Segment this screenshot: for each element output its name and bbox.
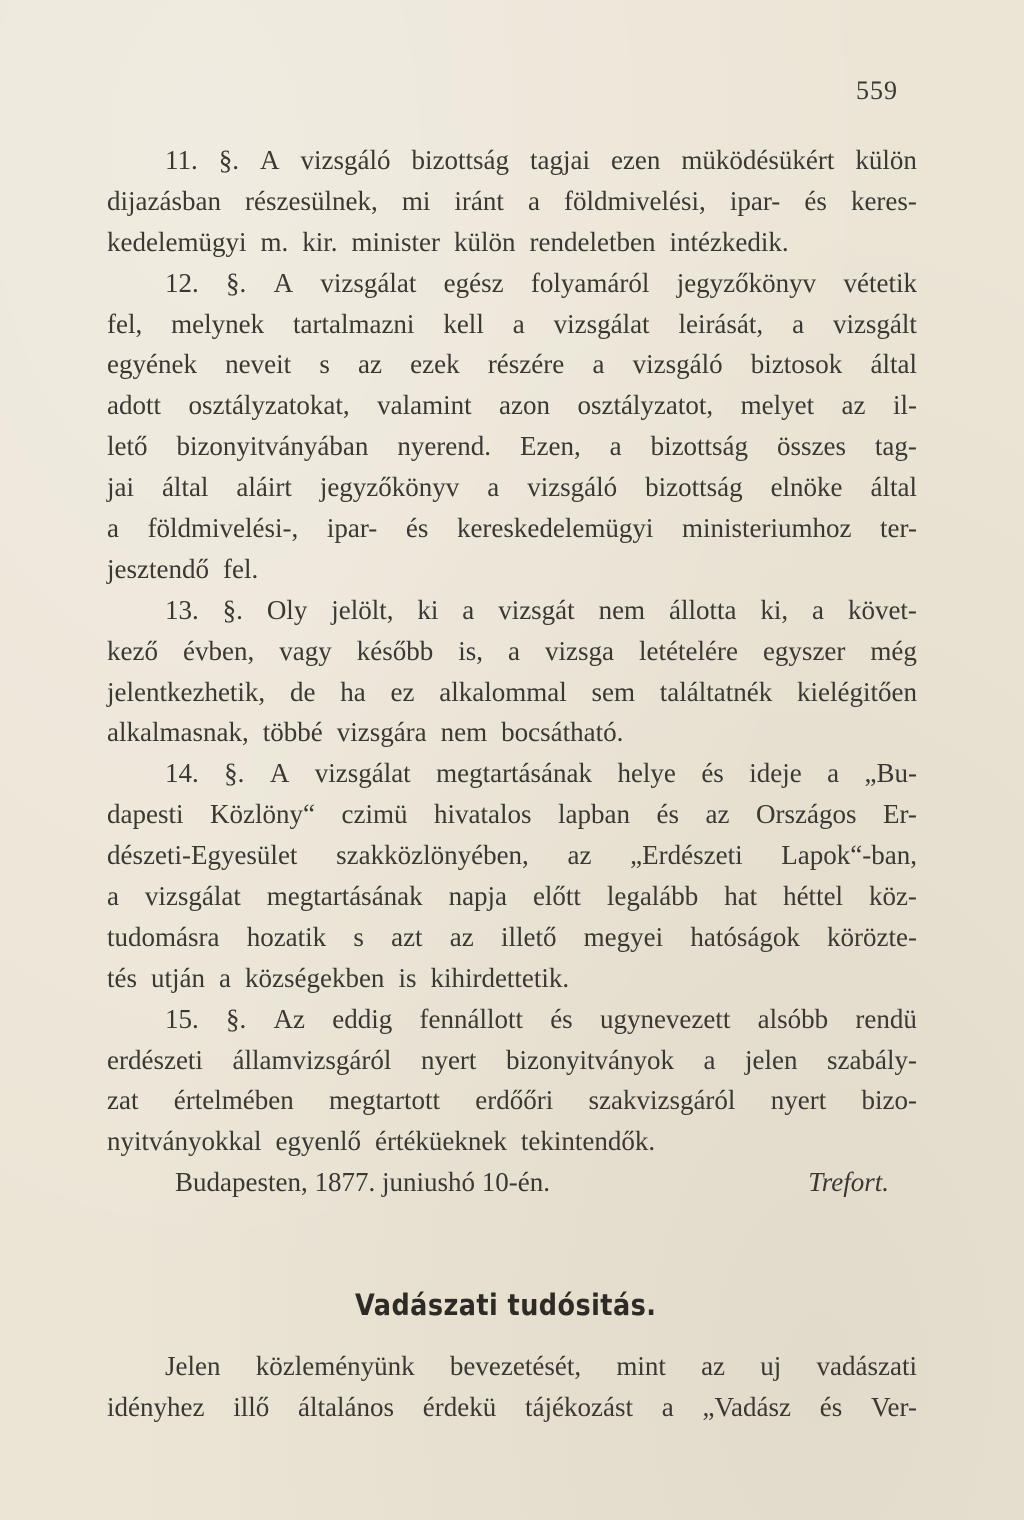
text-line: nyitványokkal egyenlő értéküeknek tekintendők. [107,1126,656,1157]
text-line: egyének neveit s az ezek részére a vizsgáló biztosok által [107,349,917,380]
text-line: tés utján a községekben is kihirdettetik. [107,962,570,993]
text-line: adott osztályzatokat, valamint azon osztályzatot, melyet az il- [107,390,917,421]
text-line: jai által aláirt jegyzőkönyv a vizsgáló bizottság elnöke által [107,472,917,503]
text-line: lető bizonyitványában nyerend. Ezen, a bizottság összes tag- [107,431,917,462]
text-line: fel, melynek tartalmazni kell a vizsgálat leirását, a vizsgált [107,308,917,339]
section-body [107,1346,917,1428]
text-line: dészeti-Egyesület szakközlönyében, az „Erdészeti Lapok“-ban, [107,840,917,871]
text-line: kező évben, vagy később is, a vizsga letételére egyszer még [107,635,917,666]
text-line: alkalmasnak, többé vizsgára nem bocsátható. [107,717,624,748]
place-and-date: Budapesten, 1877. juniushó 10-én. [175,1167,550,1198]
text-line: kedelemügyi m. kir. minister külön rendeletben intézkedik. [107,226,789,257]
text-line: erdészeti államvizsgáról nyert bizonyitványok a jelen szabály- [107,1044,917,1075]
text-line: tudomásra hozatik s azt az illető megyei hatóságok körözte- [107,921,917,952]
text-line: 12. §. A vizsgálat egész folyamáról jegyzőkönyv vétetik [165,267,917,298]
section-text-line: Jelen közleményünk bevezetését, mint az uj vadászati [165,1351,917,1381]
section-heading: Vadászati tudósitás. [355,1288,657,1322]
text-line: dijazásban részesülnek, mi iránt a földmivelési, ipar- és keres- [107,185,917,216]
text-line: 15. §. Az eddig fennállott és ugynevezett alsóbb rendü [165,1003,917,1034]
section-text-line: idényhez illő általános érdekü tájékozást a „Vadász és Ver- [107,1391,917,1422]
text-line: 13. §. Oly jelölt, ki a vizsgát nem állotta ki, a követ- [165,594,917,625]
text-line: jelentkezhetik, de ha ez alkalommal sem találtatnék kielégitően [107,676,917,707]
text-line: zat értelmében megtartott erdőőri szakvizsgáról nyert bizo- [107,1085,917,1116]
text-line: 11. §. A vizsgáló bizottság tagjai ezen müködésükért külön [165,145,917,175]
text-line: dapesti Közlöny“ czimü hivatalos lapban és az Országos Er- [107,799,917,830]
text-line: jesztendő fel. [107,553,259,584]
signoff-line [107,1162,917,1203]
text-line: a földmivelési-, ipar- és kereskedelemügyi ministeriumhoz ter- [107,513,917,544]
text-line: a vizsgálat megtartásának napja előtt legalább hat héttel köz- [107,881,917,912]
page-number: 559 [856,76,898,105]
text-line: 14. §. A vizsgálat megtartásának helye és ideje a „Bu- [165,758,917,789]
signature-name: Trefort. [808,1167,889,1198]
regulation-text [107,140,917,1203]
